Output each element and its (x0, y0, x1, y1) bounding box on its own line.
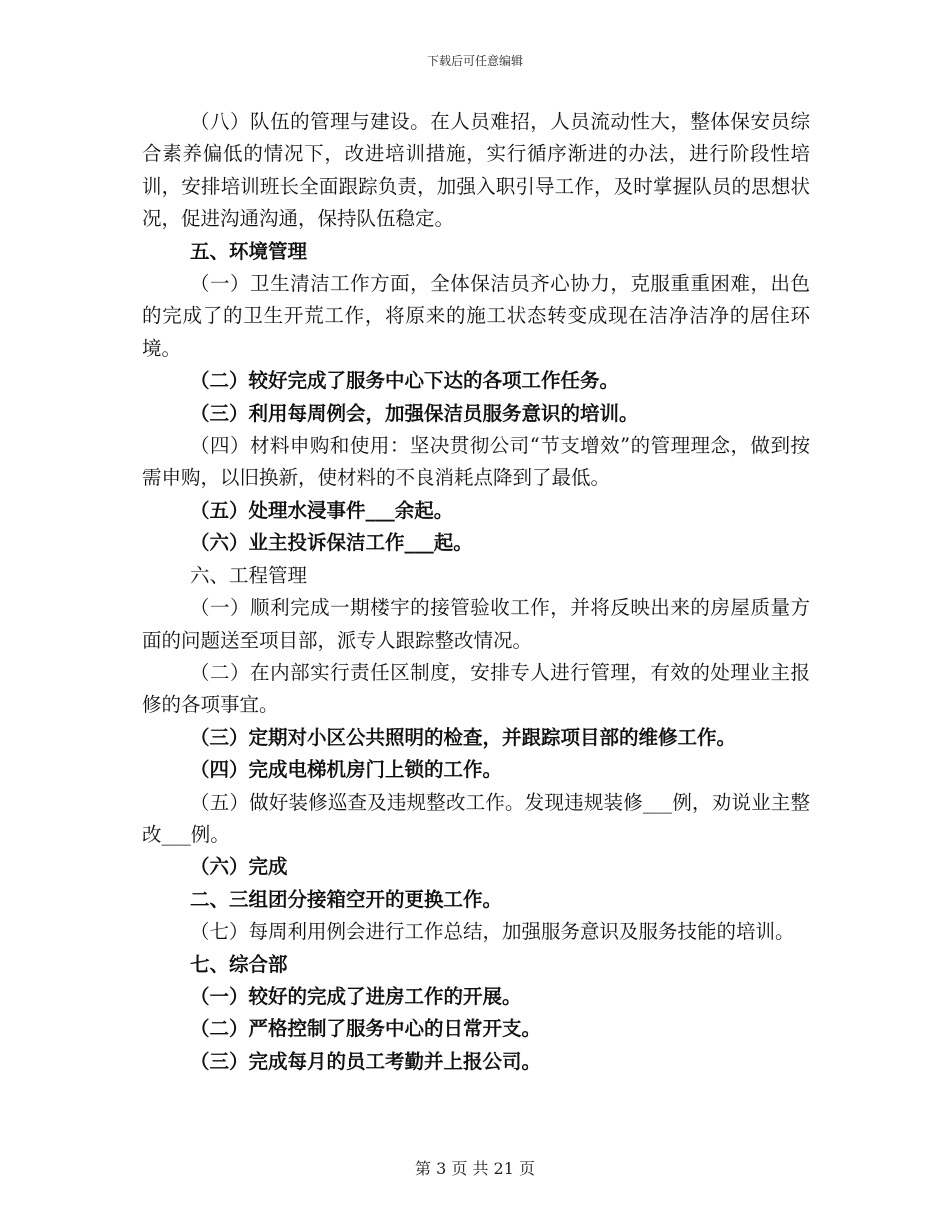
paragraph-complete: （六）完成 (190, 855, 288, 879)
document-body (142, 106, 810, 1078)
paragraph-team-management: （八）队伍的管理与建设。在人员难招，人员流动性大，整体保安员综合素养偏低的情况下，改进培训措施，实行循序渐进的办法，进行阶段性培训，安排培训班长全面跟踪负责，加强入职引导工作，及时掌握队员的思想状况，促进沟通沟通，保持队伍稳定。 (142, 110, 810, 231)
paragraph-renovation: （五）做好装修巡查及违规整改工作。发现违规装修___例，劝说业主整改___例。 (142, 790, 810, 846)
paragraph-lighting: （三）定期对小区公共照明的检查，并跟踪项目部的维修工作。 (190, 725, 737, 749)
section-heading-environment: 五、环境管理 (190, 239, 308, 263)
paragraph-complaints: （六）业主投诉保洁工作___起。 (190, 531, 473, 555)
paragraph-expenses: （二）严格控制了服务中心的日常开支。 (190, 1017, 542, 1041)
paragraph-attendance: （三）完成每月的员工考勤并上报公司。 (190, 1049, 542, 1073)
section-heading-engineering: 六、工程管理 (190, 563, 308, 587)
paragraph-flooding: （五）处理水浸事件___余起。 (190, 498, 454, 522)
section-heading-general: 七、综合部 (190, 952, 288, 976)
paragraph-elevator: （四）完成电梯机房门上锁的工作。 (190, 758, 503, 782)
paragraph-weekly-meeting: （三）利用每周例会，加强保洁员服务意识的培训。 (190, 401, 639, 425)
paragraph-tasks: （二）较好完成了服务中心下达的各项工作任务。 (190, 369, 620, 393)
paragraph-move-in: （一）较好的完成了进房工作的开展。 (190, 984, 522, 1008)
paragraph-responsibility: （二）在内部实行责任区制度，安排专人进行管理，有效的处理业主报修的各项事宜。 (142, 660, 810, 717)
paragraph-acceptance: （一）顺利完成一期楼宇的接管验收工作，并将反映出来的房屋质量方面的问题送至项目部，派专人跟踪整改情况。 (142, 596, 810, 652)
paragraph-weekly-summary: （七）每周利用例会进行工作总结，加强服务意识及服务技能的培训。 (190, 920, 795, 944)
page-footer: 第 3 页 共 21 页 (415, 1159, 535, 1178)
paragraph-cleaning: （一）卫生清洁工作方面，全体保洁员齐心协力，克服重重困难，出色的完成了的卫生开荒工作，将原来的施工状态转变成现在洁净洁净的居住环境。 (142, 272, 810, 360)
paragraph-materials: （四）材料申购和使用：坚决贯彻公司“节支增效”的管理理念，做到按需申购，以旧换新，使材料的不良消耗点降到了最低。 (142, 434, 810, 490)
page-header: 下载后可任意编辑 (426, 54, 523, 68)
paragraph-switch-replacement: 二、三组团分接箱空开的更换工作。 (190, 887, 503, 911)
